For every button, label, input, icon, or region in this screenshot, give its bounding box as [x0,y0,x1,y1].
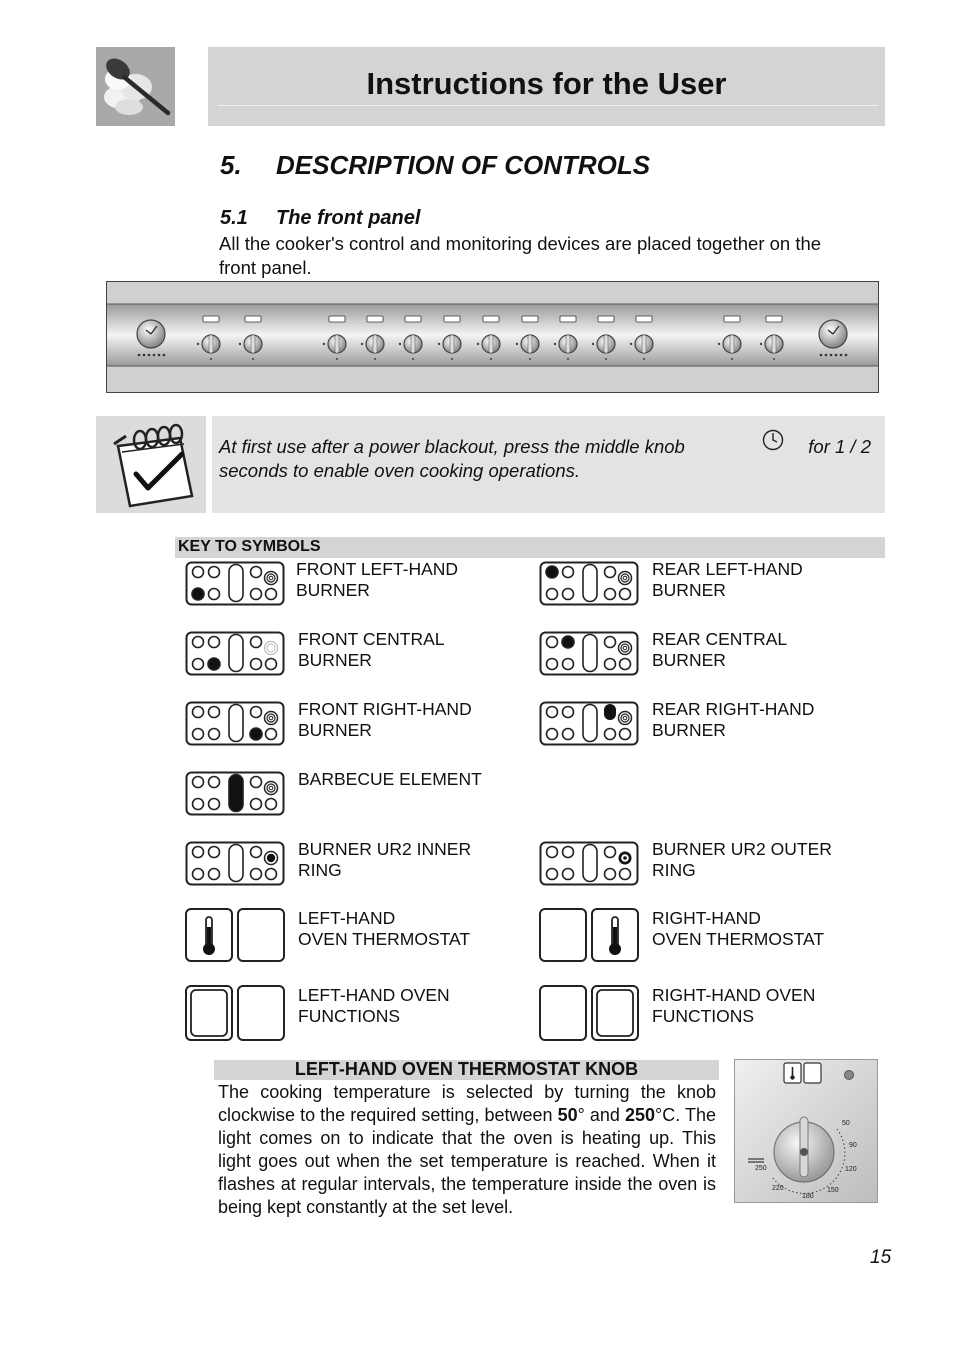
thermostat-knob-drawing [734,1059,878,1203]
ur2-outer-ring-icon [539,839,639,887]
key-label-right-functions: RIGHT-HAND OVEN FUNCTIONS [652,985,816,1026]
barbecue-element-icon [185,769,285,817]
key-label-barbecue: BARBECUE ELEMENT [298,769,482,789]
rear-central-burner-icon [539,629,639,677]
key-label-ur2-outer: BURNER UR2 OUTER RING [652,839,832,880]
header-divider [218,105,878,106]
chef-logo [96,47,175,126]
scale-label: 50 [842,1120,850,1127]
page-title: Instructions for the User [366,66,727,101]
scale-label: 180 [802,1193,814,1200]
notepad-check-icon [96,416,206,513]
rear-left-burner-icon [539,559,639,607]
scale-label: 120 [845,1166,857,1173]
key-label-front-left: FRONT LEFT-HAND BURNER [296,559,459,600]
key-label-front-central: FRONT CENTRAL BURNER [298,629,445,670]
thermostat-knob-title: LEFT-HAND OVEN THERMOSTAT KNOB [294,1059,639,1079]
clock-icon [761,428,785,452]
intro-paragraph [219,232,891,280]
notice-text-part-1: At first use after a power blackout, press the middle knob [219,436,685,457]
scale-label: 220 [772,1185,784,1192]
subsection-title: The front panel [276,207,421,229]
key-label-right-thermostat: RIGHT-HAND OVEN THERMOSTAT [652,908,825,949]
key-label-rear-left: REAR LEFT-HAND BURNER [652,559,803,600]
scale-label: 150 [827,1187,839,1194]
scale-label: 90 [849,1142,857,1149]
right-oven-functions-icon [538,984,640,1042]
notice-text-part-2: for 1 / 2 [808,436,871,457]
front-left-burner-icon [185,559,285,607]
key-label-front-right: FRONT RIGHT-HAND BURNER [298,699,472,740]
spoon-chef-hat-icon [96,47,175,126]
rear-right-burner-icon [539,699,639,747]
intro-line-1: All the cooker's control and monitoring devices are placed together on the [219,233,822,254]
right-oven-thermostat-icon [538,907,640,963]
left-oven-thermostat-icon [184,907,286,963]
key-label-left-functions: LEFT-HAND OVEN FUNCTIONS [298,985,450,1026]
front-panel-drawing [107,282,878,392]
subsection-number: 5.1 [220,207,248,229]
key-label-rear-central: REAR CENTRAL BURNER [652,629,788,670]
thermostat-knob-paragraph: The cooking temperature is selected by turning the knob clockwise to the required setting, between 50° and 250°C. The light comes on to indicate that the oven is heating up. This light goes out when the set temperature is reached. When it flashes at regular intervals, the temperature inside the oven is being kept constantly at the set level. [218,1082,717,1217]
key-label-ur2-inner: BURNER UR2 INNER RING [298,839,472,880]
front-central-burner-icon [185,629,285,677]
page-number: 15 [870,1247,892,1268]
left-oven-functions-icon [184,984,286,1042]
max-temperature: 250 [625,1105,656,1125]
intro-line-2: front panel. [219,257,312,278]
notice-line-2: seconds to enable oven cooking operations. [219,460,581,481]
indicator-light [845,1071,854,1080]
key-label-left-thermostat: LEFT-HAND OVEN THERMOSTAT [298,908,471,949]
ur2-inner-ring-icon [185,839,285,887]
front-right-burner-icon [185,699,285,747]
key-label-rear-right: REAR RIGHT-HAND BURNER [652,699,815,740]
front-panel-illustration [106,281,879,393]
scale-label: 250 [755,1165,767,1172]
min-temperature: 50 [557,1105,578,1125]
notice-icon-box [96,416,206,513]
section-number: 5. [220,150,242,180]
thermostat-knob-illustration [734,1059,878,1203]
section-title: DESCRIPTION OF CONTROLS [276,150,651,180]
key-title: KEY TO SYMBOLS [178,538,321,555]
